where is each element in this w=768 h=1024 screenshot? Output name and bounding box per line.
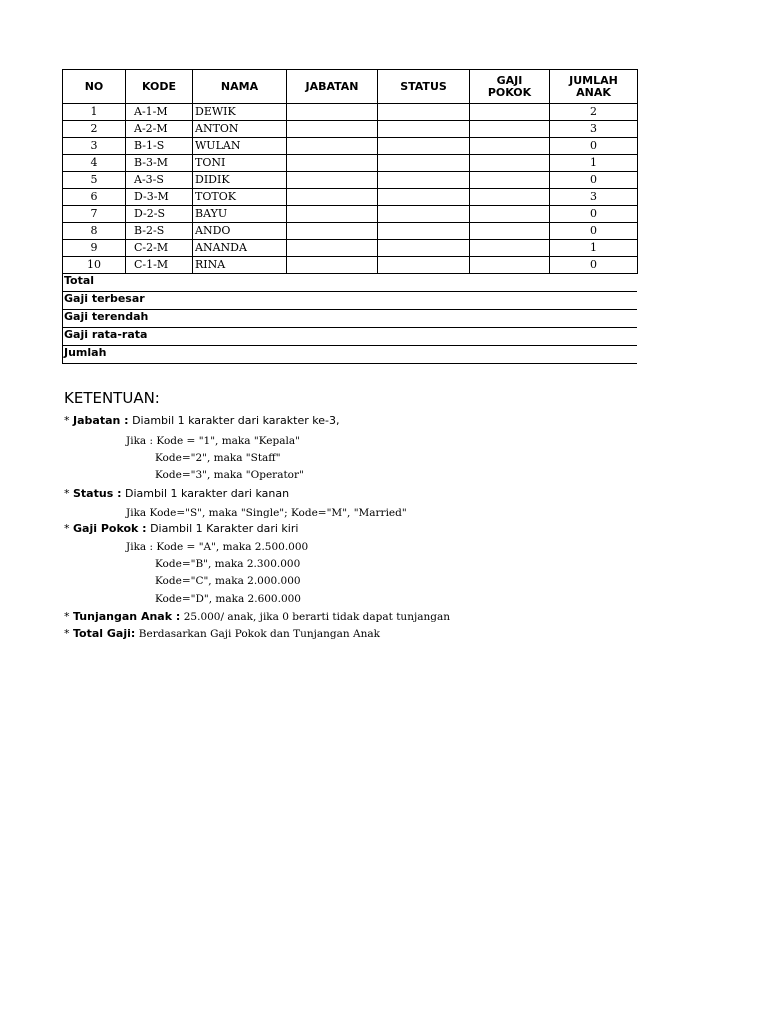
summary-row: Gaji terendah: [62, 310, 637, 328]
cell-no[interactable]: 2: [63, 121, 126, 138]
table-header-row: [63, 70, 638, 104]
cell-nama[interactable]: ANANDA: [193, 240, 287, 257]
bullet: *: [64, 487, 73, 500]
table-row: [63, 172, 638, 189]
cell-jabatan[interactable]: [287, 223, 378, 240]
cell-jumlah-anak[interactable]: 2: [550, 104, 638, 121]
cell-status[interactable]: [378, 121, 470, 138]
bullet: *: [64, 414, 73, 427]
cell-no[interactable]: 3: [63, 138, 126, 155]
cell-kode[interactable]: C-2-M: [126, 240, 193, 257]
cell-no[interactable]: 9: [63, 240, 126, 257]
header-jabatan: JABATAN: [287, 70, 378, 104]
table-row: [63, 121, 638, 138]
cell-jumlah-anak[interactable]: 3: [550, 189, 638, 206]
cell-jumlah-anak[interactable]: 0: [550, 206, 638, 223]
rule-total-text: Berdasarkan Gaji Pokok dan Tunjangan Anak: [138, 628, 380, 640]
rule-jabatan-line: Kode="3", maka "Operator": [155, 469, 304, 481]
header-anak-line2: ANAK: [576, 85, 611, 99]
cell-kode[interactable]: A-1-M: [126, 104, 193, 121]
cell-status[interactable]: [378, 172, 470, 189]
cell-status[interactable]: [378, 189, 470, 206]
cell-status[interactable]: [378, 155, 470, 172]
cell-gaji-pokok[interactable]: [470, 240, 550, 257]
cell-jabatan[interactable]: [287, 121, 378, 138]
cell-gaji-pokok[interactable]: [470, 138, 550, 155]
rule-gaji-line: Kode="C", maka 2.000.000: [155, 575, 301, 587]
summary-row: Jumlah: [62, 346, 637, 364]
rule-jabatan-line: Kode="2", maka "Staff": [155, 452, 281, 464]
bullet: *: [64, 610, 73, 623]
cell-kode[interactable]: A-2-M: [126, 121, 193, 138]
cell-jumlah-anak[interactable]: 3: [550, 121, 638, 138]
cell-status[interactable]: [378, 206, 470, 223]
bullet: *: [64, 627, 73, 640]
table-row: [63, 240, 638, 257]
cell-nama[interactable]: DEWIK: [193, 104, 287, 121]
rule-gaji-pokok: [64, 521, 298, 537]
cell-nama[interactable]: TOTOK: [193, 189, 287, 206]
cell-jabatan[interactable]: [287, 104, 378, 121]
cell-nama[interactable]: TONI: [193, 155, 287, 172]
table-row: [63, 189, 638, 206]
table-body: [63, 104, 638, 274]
rule-status-text: Diambil 1 karakter dari kanan: [124, 487, 290, 500]
rule-gaji-line: Kode="D", maka 2.600.000: [155, 593, 301, 605]
header-jumlah-anak: [550, 70, 638, 104]
rule-status-label: Status :: [73, 487, 122, 500]
cell-no[interactable]: 7: [63, 206, 126, 223]
rule-jabatan-label: Jabatan :: [73, 414, 129, 427]
cell-jabatan[interactable]: [287, 189, 378, 206]
cell-no[interactable]: 6: [63, 189, 126, 206]
cell-no[interactable]: 10: [63, 257, 126, 274]
cell-gaji-pokok[interactable]: [470, 223, 550, 240]
cell-jumlah-anak[interactable]: 0: [550, 172, 638, 189]
cell-kode[interactable]: B-2-S: [126, 223, 193, 240]
header-kode: KODE: [126, 70, 193, 104]
rule-jabatan-line: Jika : Kode = "1", maka "Kepala": [126, 435, 300, 447]
rule-status-line: Jika Kode="S", maka "Single"; Kode="M", "Married": [126, 507, 407, 519]
cell-no[interactable]: 1: [63, 104, 126, 121]
cell-jumlah-anak[interactable]: 0: [550, 223, 638, 240]
rule-total-gaji: [64, 626, 380, 642]
rule-status: [64, 486, 289, 502]
cell-gaji-pokok[interactable]: [470, 206, 550, 223]
rule-gaji-text: Diambil 1 Karakter dari kiri: [150, 522, 299, 535]
rule-gaji-line: Jika : Kode = "A", maka 2.500.000: [126, 541, 309, 553]
cell-status[interactable]: [378, 240, 470, 257]
cell-no[interactable]: 4: [63, 155, 126, 172]
cell-nama[interactable]: BAYU: [193, 206, 287, 223]
rule-tunjangan-label: Tunjangan Anak :: [73, 610, 181, 623]
cell-jabatan[interactable]: [287, 138, 378, 155]
summary-row: Gaji terbesar: [62, 292, 637, 310]
summary-block: [62, 274, 637, 364]
cell-status[interactable]: [378, 138, 470, 155]
cell-status[interactable]: [378, 223, 470, 240]
rule-tunjangan-text: 25.000/ anak, jika 0 berarti tidak dapat tunjangan: [183, 611, 450, 623]
rule-jabatan-text: Diambil 1 karakter dari karakter ke-3,: [132, 414, 340, 427]
rules-title: KETENTUAN:: [64, 389, 160, 407]
table-row: [63, 223, 638, 240]
cell-nama[interactable]: RINA: [193, 257, 287, 274]
cell-nama[interactable]: ANTON: [193, 121, 287, 138]
cell-jumlah-anak[interactable]: 0: [550, 257, 638, 274]
cell-jumlah-anak[interactable]: 1: [550, 155, 638, 172]
rule-jabatan: [64, 413, 339, 429]
cell-no[interactable]: 8: [63, 223, 126, 240]
salary-table: [62, 69, 638, 274]
bullet: *: [64, 522, 73, 535]
cell-gaji-pokok[interactable]: [470, 104, 550, 121]
rule-gaji-label: Gaji Pokok :: [73, 522, 147, 535]
header-gaji-line1: GAJI: [496, 73, 523, 87]
header-nama: NAMA: [193, 70, 287, 104]
cell-jabatan[interactable]: [287, 172, 378, 189]
cell-jumlah-anak[interactable]: 0: [550, 138, 638, 155]
cell-kode[interactable]: B-3-M: [126, 155, 193, 172]
cell-jabatan[interactable]: [287, 155, 378, 172]
header-gaji-pokok: [470, 70, 550, 104]
cell-gaji-pokok[interactable]: [470, 257, 550, 274]
header-no: NO: [63, 70, 126, 104]
summary-row: Gaji rata-rata: [62, 328, 637, 346]
table-row: [63, 257, 638, 274]
rule-total-label: Total Gaji:: [73, 627, 136, 640]
cell-gaji-pokok[interactable]: [470, 155, 550, 172]
table-row: [63, 104, 638, 121]
cell-gaji-pokok[interactable]: [470, 189, 550, 206]
cell-status[interactable]: [378, 257, 470, 274]
cell-nama[interactable]: ANDO: [193, 223, 287, 240]
cell-kode[interactable]: A-3-S: [126, 172, 193, 189]
cell-jabatan[interactable]: [287, 206, 378, 223]
cell-jabatan[interactable]: [287, 257, 378, 274]
cell-nama[interactable]: DIDIK: [193, 172, 287, 189]
table-row: [63, 206, 638, 223]
cell-kode[interactable]: B-1-S: [126, 138, 193, 155]
cell-status[interactable]: [378, 104, 470, 121]
cell-jumlah-anak[interactable]: 1: [550, 240, 638, 257]
cell-no[interactable]: 5: [63, 172, 126, 189]
header-gaji-line2: POKOK: [487, 85, 532, 99]
header-anak-line1: JUMLAH: [569, 73, 618, 87]
rule-tunjangan-anak: [64, 609, 450, 625]
header-status: STATUS: [378, 70, 470, 104]
cell-kode[interactable]: D-3-M: [126, 189, 193, 206]
cell-kode[interactable]: C-1-M: [126, 257, 193, 274]
cell-gaji-pokok[interactable]: [470, 172, 550, 189]
cell-nama[interactable]: WULAN: [193, 138, 287, 155]
cell-jabatan[interactable]: [287, 240, 378, 257]
cell-gaji-pokok[interactable]: [470, 121, 550, 138]
rule-gaji-line: Kode="B", maka 2.300.000: [155, 558, 301, 570]
cell-kode[interactable]: D-2-S: [126, 206, 193, 223]
table-row: [63, 155, 638, 172]
table-row: [63, 138, 638, 155]
summary-row: Total: [62, 274, 637, 292]
